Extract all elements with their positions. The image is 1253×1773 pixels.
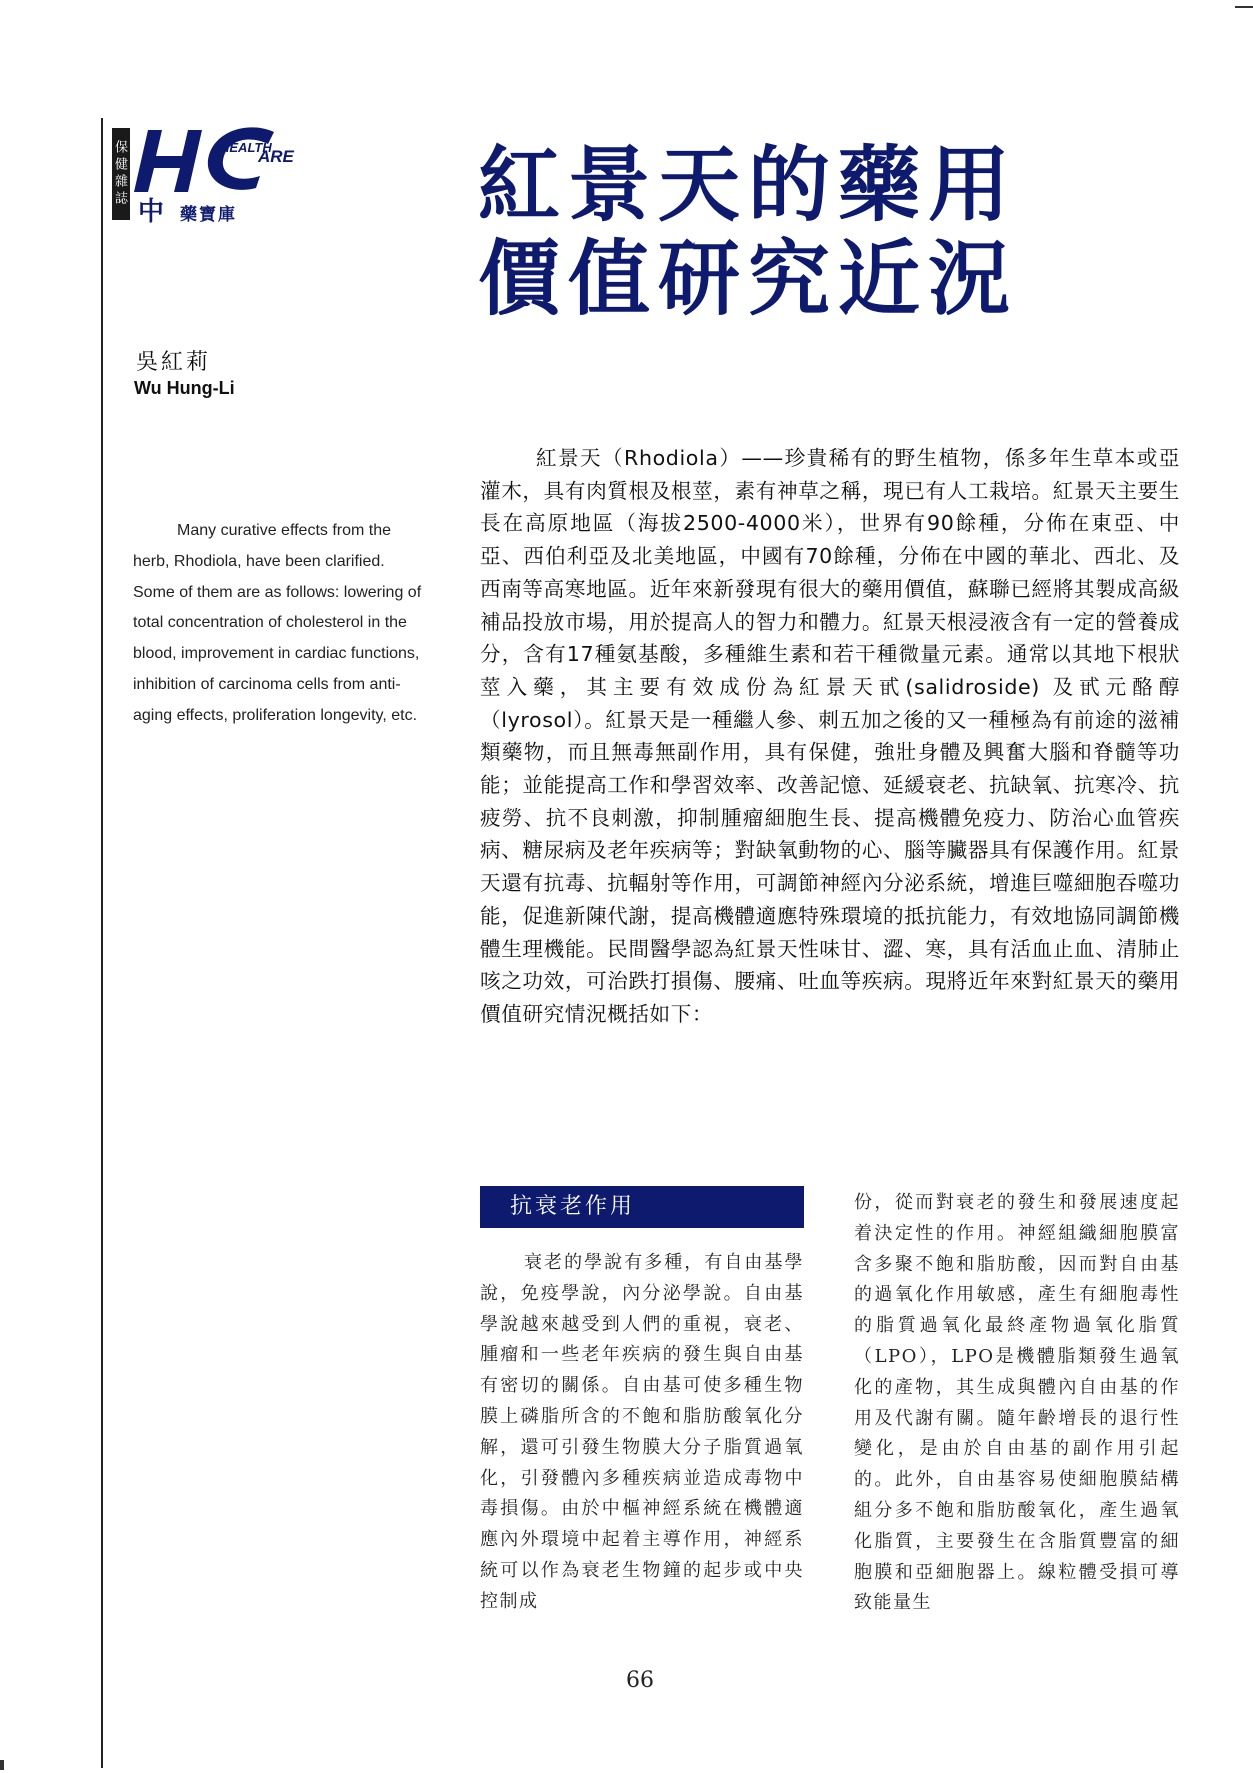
hc-logo-icon — [134, 122, 304, 200]
logo-subtitle: 藥寶庫 — [180, 205, 238, 225]
logo-zhong: 中 — [138, 197, 165, 227]
author-english-name: Wu Hung-Li — [134, 378, 235, 398]
scan-mark-bottom-left — [0, 1760, 4, 1770]
masthead-logo — [112, 122, 302, 232]
english-abstract — [133, 516, 429, 732]
article-title — [478, 138, 1178, 326]
left-vertical-rule — [101, 118, 103, 1768]
author-chinese-name: 吳紅莉 — [136, 350, 212, 375]
abstract-text: Many curative effects from the herb, Rhodiola, have been clarified. Some of them are as follows: lowering of total concentration of cholesterol in the blood, improvement in cardiac functions, inhibition of carcinoma cells from anti-aging effects, proliferation longevity, etc. — [133, 522, 422, 724]
svg-text:ARE: ARE — [258, 147, 294, 166]
scan-mark-top-right — [1235, 6, 1253, 8]
svg-text:HEALTH: HEALTH — [220, 140, 272, 155]
body-column-left: 衰老的學說有多種，有自由基學說，免疫學說，內分泌學說。自由基學說越來越受到人們的重視，衰老、腫瘤和一些老年疾病的發生與自由基有密切的關係。自由基可使多種生物膜上磷脂所含的不飽和脂肪酸氧化分解，還可引發生物膜大分子脂質過氧化，引發體內多種疾病並造成毒物中毒損傷。由於中樞神經系統在機體適應內外環境中起着主導作用，神經系統可以作為衰老生物鐘的起步或中央控制成 — [480, 1252, 804, 1612]
title-line-1: 紅景天的藥用 — [478, 137, 1019, 233]
intro-paragraph: 紅景天（Rhodiola）——珍貴稀有的野生植物，係多年生草本或亞灌木，具有肉質根及根莖，素有神草之稱，現已有人工栽培。紅景天主要生長在高原地區（海拔2500-4000米），世界有90餘種，分佈在東亞、中亞、西伯利亞及北美地區，中國有70餘種，分佈在中國的華北、西北、及西南等高寒地區。近年來新發現有很大的藥用價值，蘇聯已經將其製成高級補品投放市場，用於提高人的智力和體力。紅景天根浸液含有一定的營養成分，含有17種氨基酸，多種維生素和若干種微量元素。通常以其地下根狀莖入藥，其主要有效成份為紅景天甙(salidroside) 及甙元酪醇（lyrosol）。紅景天是一種繼人參、刺五加之後的又一種極為有前途的滋補類藥物，而且無毒無副作用，具有保健，強壯身體及興奮大腦和脊髓等功能；並能提高工作和學習效率、改善記憶、延緩衰老、抗缺氧、抗寒冷、抗疲勞、抗不良刺激，抑制腫瘤細胞生長、提高機體免疫力、防治心血管疾病、糖尿病及老年疾病等；對缺氧動物的心、腦等臟器具有保護作用。紅景天還有抗毒、抗輻射等作用，可調節神經內分泌系統，增進巨噬細胞吞噬功能，促進新陳代謝，提高機體適應特殊環境的抵抗能力，有效地協同調節機體生理機能。民間醫學認為紅景天性味甘、澀、寒，具有活血止血、清肺止咳之功效，可治跌打損傷、腰痛、吐血等疾病。現將近年來對紅景天的藥用價值研究情況概括如下： — [480, 446, 1180, 1026]
body-column-right: 份，從而對衰老的發生和發展速度起着決定性的作用。神經組織細胞膜富含多聚不飽和脂肪酸，因而對自由基的過氧化作用敏感，產生有細胞毒性的脂質過氧化最終產物過氧化脂質（LPO），LPO是機體脂類發生過氧化的產物，其生成與體內自由基的作用及代謝有關。隨年齡增長的退行性變化，是由於自由基的副作用引起的。此外，自由基容易使細胞膜結構組分多不飽和脂肪酸氧化，產生過氧化脂質，主要發生在含脂質豐富的細胞膜和亞細胞器上。線粒體受損可導致能量生 — [854, 1192, 1180, 1614]
section-heading: 抗衰老作用 — [480, 1186, 804, 1228]
title-line-2: 價值研究近況 — [478, 231, 1019, 327]
page-number: 66 — [626, 1668, 654, 1693]
magazine-vertical-label: 保健雜誌 — [112, 128, 130, 220]
